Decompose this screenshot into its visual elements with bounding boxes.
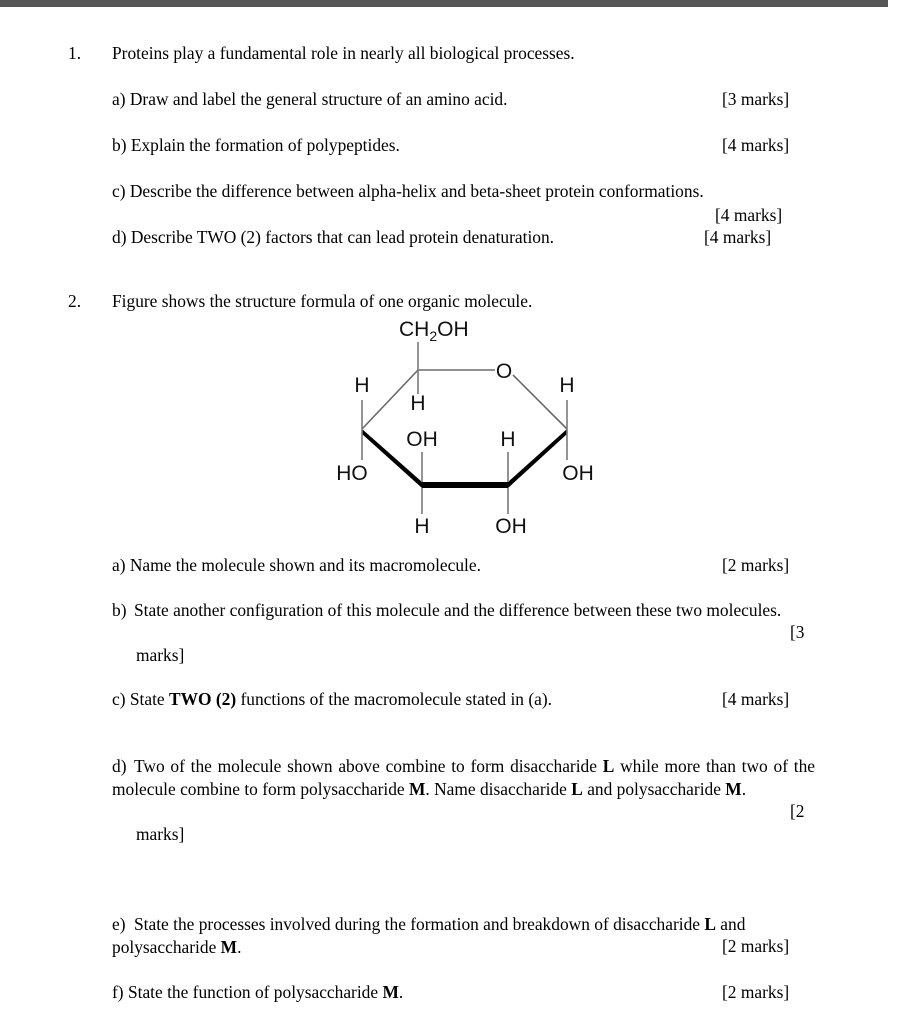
disaccharide-L-bold-2: L bbox=[571, 779, 583, 800]
polysaccharide-M-bold-1: M bbox=[408, 779, 426, 800]
label-bottom-right-oh: OH bbox=[495, 515, 527, 538]
question-2d-text: d) Two of the molecule shown above combine to form disaccharide L while more than two of the molecule combine to form polysaccharide M. Name disaccharide L and polysaccharide M. bbox=[112, 756, 815, 800]
question-2c-text: c) State TWO (2) functions of the macromolecule stated in (a). bbox=[112, 689, 552, 709]
glucose-haworth-figure bbox=[330, 312, 610, 547]
polysaccharide-M-bold-3: M bbox=[220, 937, 238, 958]
polysaccharide-M-bold-2: M bbox=[725, 779, 742, 800]
question-2c-bold-two: TWO (2) bbox=[169, 689, 237, 709]
document-page bbox=[0, 7, 909, 1018]
scan-edge-bar-gap bbox=[888, 0, 909, 7]
label-bottom-left-h: H bbox=[414, 515, 430, 538]
question-2a-marks: [2 marks] bbox=[722, 555, 790, 575]
label-inner-right-h: H bbox=[500, 428, 516, 451]
question-1b-text: b) Explain the formation of polypeptides. bbox=[112, 135, 400, 155]
substituent-bonds bbox=[362, 342, 567, 514]
ring-front-bonds bbox=[362, 429, 567, 488]
label-ch2oh: $CH_2OH$ bbox=[399, 318, 469, 344]
question-2e-marks: [2 marks] bbox=[722, 936, 790, 956]
question-1a-text: a) Draw and label the general structure of an amino acid. bbox=[112, 89, 508, 109]
ring-back-bonds bbox=[362, 370, 567, 429]
question-2f-marks: [2 marks] bbox=[722, 982, 790, 1002]
disaccharide-L-bold-1: L bbox=[602, 756, 615, 776]
question-2b-marks-line1: [3 bbox=[790, 622, 805, 642]
label-inner-left-h: H bbox=[410, 392, 426, 415]
label-right-oh: OH bbox=[562, 462, 594, 485]
question-2a-text: a) Name the molecule shown and its macromolecule. bbox=[112, 555, 481, 575]
polysaccharide-M-bold-4: M bbox=[382, 982, 399, 1002]
question-2c-marks: [4 marks] bbox=[722, 689, 790, 709]
question-1a-marks: [3 marks] bbox=[722, 89, 790, 109]
label-upper-left-h: H bbox=[354, 374, 370, 397]
label-upper-right-h: H bbox=[559, 374, 575, 397]
label-left-ho: HO bbox=[336, 462, 368, 485]
question-2-number: 2. bbox=[68, 291, 82, 311]
question-2f-text: f) State the function of polysaccharide M. bbox=[112, 982, 404, 1002]
question-2-stem: Figure shows the structure formula of one organic molecule. bbox=[112, 291, 533, 311]
molecule-svg bbox=[330, 312, 610, 547]
question-1d-marks: [4 marks] bbox=[704, 227, 772, 247]
label-ring-oxygen: O bbox=[495, 360, 513, 383]
disaccharide-L-bold-3: L bbox=[704, 914, 716, 934]
question-1-stem: Proteins play a fundamental role in nearly all biological processes. bbox=[112, 43, 575, 63]
question-1-number: 1. bbox=[68, 43, 82, 63]
question-1b-marks: [4 marks] bbox=[722, 135, 790, 155]
question-1d-text: d) Describe TWO (2) factors that can lead protein denaturation. bbox=[112, 227, 555, 247]
scan-edge-bar bbox=[0, 0, 888, 7]
question-1c-marks: [4 marks] bbox=[715, 205, 783, 225]
question-2e-text: e) State the processes involved during the formation and breakdown of disaccharide L and polysaccharide M. bbox=[112, 914, 746, 958]
question-1c-text: c) Describe the difference between alpha-helix and beta-sheet protein conformations. bbox=[112, 181, 704, 201]
label-inner-left-oh: OH bbox=[406, 428, 438, 451]
question-2d-marks-line1: [2 bbox=[790, 801, 805, 821]
question-2b-text: b) State another configuration of this molecule and the difference between these two molecules. bbox=[112, 600, 782, 620]
question-2d-marks-line2: marks] bbox=[136, 824, 185, 844]
question-2b-marks-line2: marks] bbox=[136, 645, 185, 665]
